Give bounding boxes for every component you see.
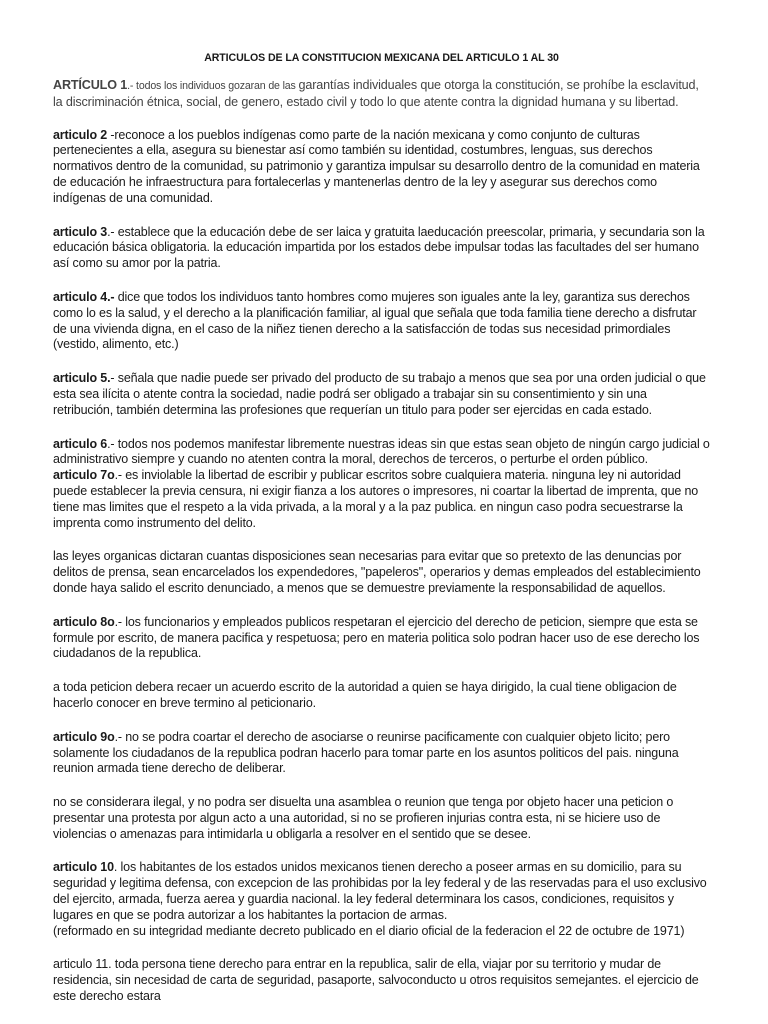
- article-11: articulo 11. toda persona tiene derecho para entrar en la republica, salir de ella, viajar por su territorio y mudar de residencia, sin necesidad de carta de seguridad, pasaporte, salvoconducto u otros requisitos semejantes. el ejercicio de este derecho estara: [53, 957, 699, 1004]
- article-9: [53, 730, 710, 777]
- article-7-paragraph-2: las leyes organicas dictaran cuantas disposiciones sean necesarias para evitar que so pretexto de las denuncias por delitos de prensa, sean encarcelados los expendedores, "papeleros", operarios y demas empleados del establecimiento donde haya salido el escrito denunciado, a menos que se demuestre previamente la responsabilidad de aquellos.: [53, 549, 701, 595]
- article-6-text: .- todos nos podemos manifestar libremente nuestras ideas sin que estas sean objeto de ningún cargo judicial o administrativo siempre y cuando no atenten contra la moral, derechos de terceros, o perturbe el orden público.: [53, 436, 710, 467]
- article-1: [53, 78, 710, 111]
- article-8-label: articulo 8o: [53, 614, 115, 629]
- article-3-label: articulo 3: [53, 224, 108, 239]
- article-4: [53, 290, 710, 353]
- article-4-label: articulo 4.-: [53, 289, 115, 304]
- article-10-note: (reformado en su integridad mediante decreto publicado en el diario oficial de la federacion el 22 de octubre de 1971): [53, 923, 685, 938]
- article-10-text: . los habitantes de los estados unidos mexicanos tienen derecho a poseer armas en su domicilio, para su seguridad y legitima defensa, con excepcion de las prohibidas por la ley federal y de las reservadas para el uso exclusivo del ejercito, armada, fuerza aerea y guardia nacional. la ley federal determinara los casos, condiciones, requisitos y lugares en que se podra autorizar a los habitantes la portacion de armas.: [53, 860, 707, 922]
- document-title: ARTICULOS DE LA CONSTITUCION MEXICANA DEL ARTICULO 1 AL 30: [204, 52, 559, 64]
- article-2-text: -reconoce a los pueblos indígenas como parte de la nación mexicana y como conjunto de culturas pertenecientes a ella, asegura su bienestar así como también su identidad, costumbres, lenguas, sus derechos normativos dentro de la comunidad, su patrimonio y garantiza impulsar su desarrollo dentro de la comunidad en materia de educación he infraestructura para fortalecerlas y mantenerlas dentro de la ley y asegurar sus derechos como indígenas de una comunidad.: [53, 127, 700, 205]
- article-8-paragraph-2: a toda peticion debera recaer un acuerdo escrito de la autoridad a quien se haya dirigido, la cual tiene obligacion de hacerlo conocer en breve termino al peticionario.: [53, 680, 677, 710]
- article-8: [53, 615, 710, 662]
- article-10: [53, 860, 710, 939]
- article-4-text: dice que todos los individuos tanto hombres como mujeres son iguales ante la ley, garantiza sus derechos como lo es la salud, y el derecho a la planificación familiar, al igual que señala que toda familia tiene derecho a disfrutar de una vivienda digna, en el caso de la niñez tienen derecho a la satisfacción de todas sus necesidad primordiales (vestido, alimento, etc.): [53, 289, 697, 352]
- article-5: [53, 371, 710, 418]
- article-8-text: .- los funcionarios y empleados publicos respetaran el ejercicio del derecho de peticion, siempre que esta se formule por escrito, de manera pacifica y respetuosa; pero en materia politica solo podran hacer uso de ese derecho los ciudadanos de la republica.: [53, 614, 700, 661]
- article-5-text: - señala que nadie puede ser privado del producto de su trabajo a menos que sea por una orden judicial o que esta sea ilícita o atente contra la sociedad, nadie podrá ser obligado a trabajar sin su consentimiento y sin una retribución, también determina las profesiones que requerían un titulo para poder ser ejercidas en cada estado.: [53, 371, 706, 417]
- article-7-label: articulo 7o: [53, 468, 115, 483]
- article-9-label: articulo 9o: [53, 729, 115, 744]
- article-7-text: .- es inviolable la libertad de escribir y publicar escritos sobre cualquiera materia. ninguna ley ni autoridad puede establecer la previa censura, ni exigir fianza a los autores o impresores, ni coartar la libertad de imprenta, que no tiene mas limites que el respeto a la vida privada, a la moral y a la paz publica. en ningun caso podra secuestrarse la imprenta como instrumento del delito.: [53, 468, 699, 530]
- article-5-label: articulo 5.: [53, 371, 111, 386]
- article-3: [53, 225, 710, 272]
- article-2: [53, 128, 710, 207]
- article-9-paragraph-2: no se considerara ilegal, y no podra ser disuelta una asamblea o reunion que tenga por objeto hacer una peticion o presentar una protesta por algun acto a una autoridad, si no se profieren injurias contra esta, ni se hiciere uso de violencias o amenazas para intimidarla u obligarla a resolver en el sentido que se desee.: [53, 795, 674, 841]
- article-1-intro: .- todos los individuos gozaran de las: [127, 80, 299, 92]
- article-9-text: .- no se podra coartar el derecho de asociarse o reunirse pacificamente con cualquier objeto licito; pero solamente los ciudadanos de la republica podran hacerlo para tomar parte en los asuntos politicos del pais. ninguna reunion armada tiene derecho de deliberar.: [53, 729, 679, 776]
- article-6: [53, 437, 710, 469]
- article-10-label: articulo 10: [53, 860, 114, 875]
- article-3-text: .- establece que la educación debe de ser laica y gratuita laeducación preescolar, primaria, y secundaria son la educación básica obligatoria. la educación impartida por los estados debe impulsar todas las facultades del ser humano así como su amor por la patria.: [53, 224, 705, 271]
- article-7: [53, 468, 710, 531]
- article-1-label: ARTÍCULO 1: [53, 78, 128, 92]
- article-2-label: articulo 2: [53, 127, 108, 142]
- article-1-text: garantías individuales que otorga la constitución, se prohíbe la esclavitud, la discriminación étnica, social, de genero, estado civil y todo lo que atente contra la dignidad humana y su libertad.: [53, 78, 699, 109]
- article-6-label: articulo 6: [53, 436, 108, 451]
